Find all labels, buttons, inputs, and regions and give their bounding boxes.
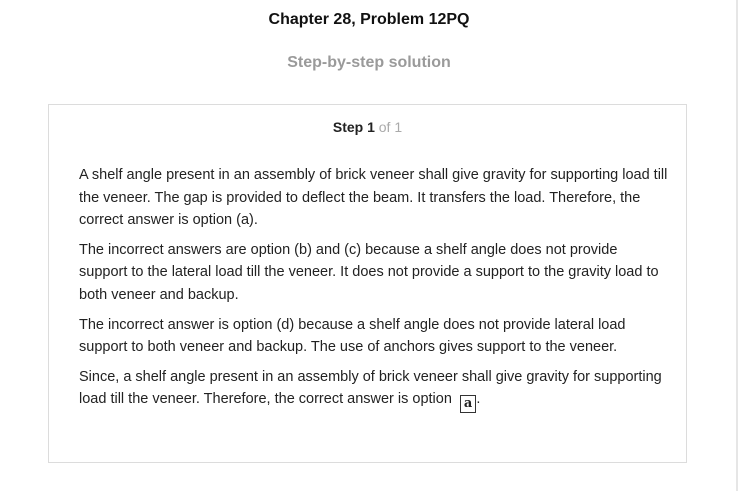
- solution-subtitle: Step-by-step solution: [287, 54, 451, 71]
- step-label: Step 1: [332, 119, 375, 135]
- solution-paragraph-3: The incorrect answer is option (d) because a shelf angle does not provide lateral load support to both veneer and backup. The use of anchors gives support to the veneer.: [79, 316, 626, 356]
- solution-content: [79, 164, 669, 420]
- page-title: Chapter 28, Problem 12PQ: [268, 11, 470, 28]
- solution-paragraph-4: [79, 366, 669, 414]
- solution-paragraph-1: A shelf angle present in an assembly of brick veneer shall give gravity for supporting load till the veneer. The gap is provided to deflect the beam. It transfers the load. Therefore, the correct answer is option (a).: [79, 167, 668, 229]
- solution-paragraph-2: The incorrect answers are option (b) and (c) because a shelf angle does not provide support to the lateral load till the veneer. It does not provide a support to the gravity load to both veneer and backup.: [79, 241, 659, 303]
- step-count: of 1: [374, 119, 403, 135]
- solution-card: [48, 104, 687, 463]
- final-statement: Since, a shelf angle present in an assembly of brick veneer shall give gravity for supporting load till the veneer. Therefore, the correct answer is option: [79, 368, 662, 408]
- final-period: .: [476, 391, 481, 408]
- step-header: [49, 119, 686, 135]
- final-answer-box: a: [460, 395, 476, 413]
